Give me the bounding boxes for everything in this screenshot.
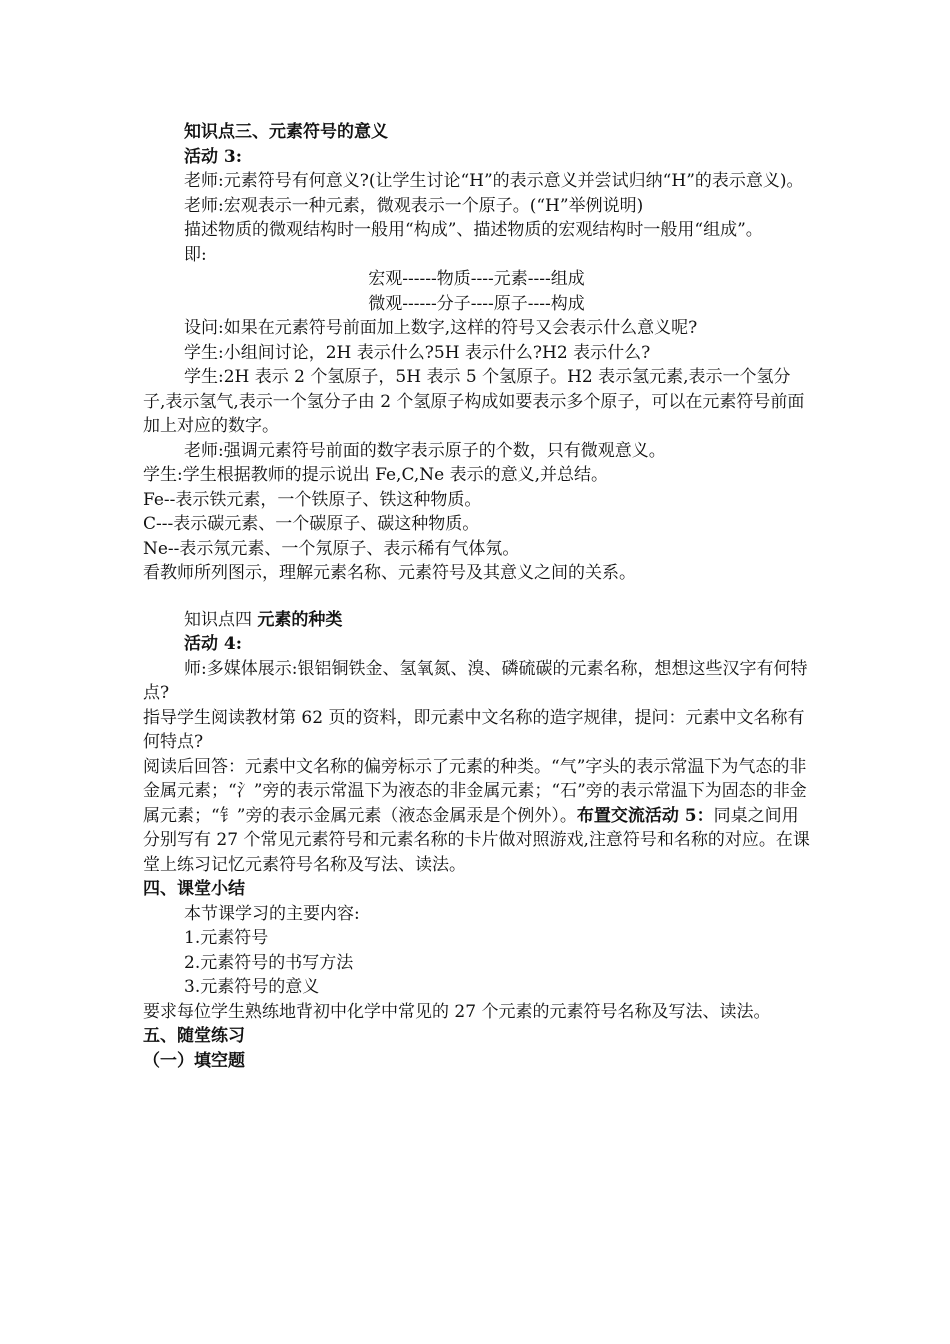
section-heading: 四、课堂小结 (143, 879, 245, 899)
paragraph: Ne--表示氖元素、一个氖原子、表示稀有气体氖。 (143, 538, 520, 559)
activity-label: 活动 4: (184, 634, 243, 654)
answer-text: 阅读后回答：元素中文名称的偏旁标示了元素的种类。“气”字头的表示常温下为气态的非金属元素；“氵”旁的表示常温下为液态的非金属元素；“石”旁的表示常温下为固态的非金属元素；“钅”旁的表示金属元素（液态金属汞是个例外）。 (143, 756, 807, 826)
paragraph: 学生:2H 表示 2 个氢原子，5H 表示 5 个氢原子。H2 表示氢元素,表示一个氢分子,表示氢气,表示一个氢分子由 2 个氢原子构成如要表示多个原子，可以在元素符号前面加上对应的数字。 (143, 367, 805, 436)
macro-line: 宏观------物质----元素----组成 (368, 269, 585, 289)
paragraph: 师:多媒体展示:银铝铜铁金、氢氧氮、溴、磷硫碳的元素名称，想想这些汉字有何特点? (143, 658, 808, 703)
document-page (143, 120, 810, 1073)
paragraph: 学生:小组间讨论，2H 表示什么?5H 表示什么?H2 表示什么? (184, 342, 651, 363)
section-heading (143, 608, 810, 633)
paragraph: 老师:宏观表示一种元素，微观表示一个原子。(“H”举例说明) (184, 195, 644, 216)
paragraph: Fe--表示铁元素，一个铁原子、铁这种物质。 (143, 489, 482, 510)
paragraph: C---表示碳元素、一个碳原子、碳这种物质。 (143, 514, 480, 534)
paragraph: 描述物质的微观结构时一般用“构成”、描述物质的宏观结构时一般用“组成”。 (184, 220, 763, 240)
subsection-heading: （一）填空题 (143, 1050, 245, 1071)
paragraph: 指导学生阅读教材第 62 页的资料，即元素中文名称的造字规律，提问：元素中文名称有何特点? (143, 707, 805, 752)
paragraph (143, 755, 810, 878)
paragraph: 要求每位学生熟练地背初中化学中常见的 27 个元素的元素符号名称及写法、读法。 (143, 1001, 771, 1022)
exchange-label: 布置交流活动 5： (576, 805, 714, 826)
paragraph: 老师:强调元素符号前面的数字表示原子的个数，只有微观意义。 (184, 440, 666, 461)
paragraph: 学生:学生根据教师的提示说出 Fe,C,Ne 表示的意义,并总结。 (143, 465, 609, 485)
paragraph: 老师:元素符号有何意义?(让学生讨论“H”的表示意义并尝试归纳“H”的表示意义)。 (184, 171, 804, 191)
exchange-text: 同桌之间用分别写有 27 个常见元素符号和元素名称的卡片做对照游戏,注意符号和名称的对应。在课堂上练习记忆元素符号名称及写法、读法。 (143, 805, 810, 875)
activity-label: 活动 3: (184, 146, 243, 167)
heading-title: 元素的种类 (257, 609, 343, 630)
micro-line: 微观------分子----原子----构成 (368, 293, 585, 314)
paragraph: 本节课学习的主要内容: (184, 903, 360, 924)
heading-prefix: 知识点四 (184, 609, 252, 630)
paragraph: 设问:如果在元素符号前面加上数字,这样的符号又会表示什么意义呢? (184, 318, 698, 338)
paragraph: 看教师所列图示，理解元素名称、元素符号及其意义之间的关系。 (143, 563, 636, 583)
section-heading: 五、随堂练习 (143, 1026, 245, 1046)
section-heading: 知识点三、元素符号的意义 (184, 122, 388, 142)
list-item: 1.元素符号 (184, 928, 269, 948)
list-item: 2.元素符号的书写方法 (184, 952, 354, 973)
list-item: 3.元素符号的意义 (184, 977, 320, 997)
paragraph: 即: (184, 244, 207, 265)
spacer (143, 586, 810, 608)
